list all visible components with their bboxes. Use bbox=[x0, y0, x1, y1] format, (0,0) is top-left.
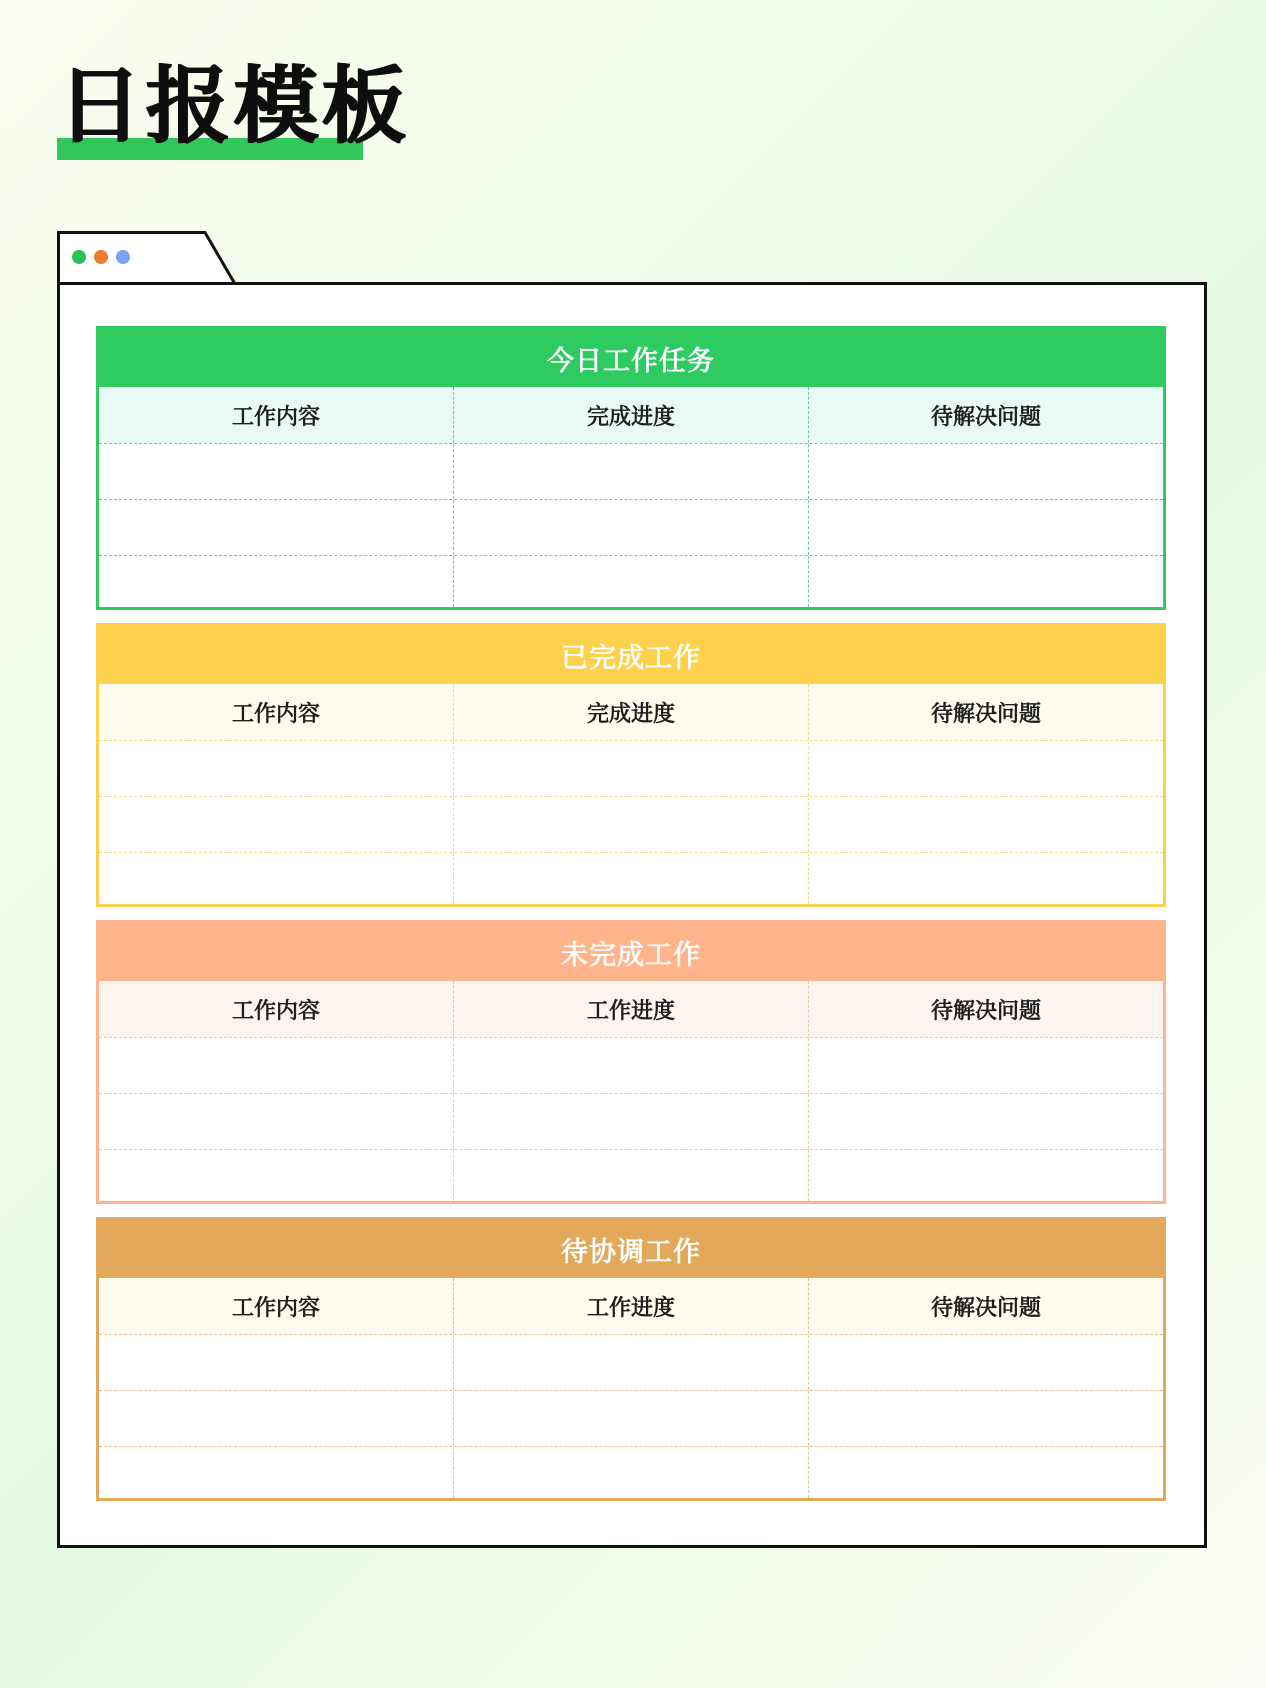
section-table bbox=[99, 1278, 1163, 1498]
section-4 bbox=[96, 1217, 1166, 1501]
table-cell[interactable] bbox=[808, 1150, 1163, 1201]
table-row bbox=[99, 852, 1163, 904]
table-header-row bbox=[99, 1278, 1163, 1334]
table-cell[interactable] bbox=[808, 556, 1163, 607]
table-cell[interactable] bbox=[808, 853, 1163, 904]
column-header: 完成进度 bbox=[453, 387, 808, 443]
table-header-row bbox=[99, 684, 1163, 740]
table-cell[interactable] bbox=[808, 741, 1163, 796]
table-cell[interactable] bbox=[453, 1094, 808, 1149]
table-cell[interactable] bbox=[808, 500, 1163, 555]
table-cell[interactable] bbox=[99, 1094, 453, 1149]
table-cell[interactable] bbox=[99, 1391, 453, 1446]
table-row bbox=[99, 555, 1163, 607]
table-cell[interactable] bbox=[99, 741, 453, 796]
table-cell[interactable] bbox=[99, 797, 453, 852]
column-header: 工作内容 bbox=[231, 1295, 320, 1321]
section-title: 今日工作任务 bbox=[99, 329, 1163, 387]
table-cell[interactable] bbox=[808, 1038, 1163, 1093]
page-title: 日报模板 bbox=[58, 57, 411, 155]
table-cell[interactable] bbox=[453, 1038, 808, 1093]
table-row bbox=[99, 1093, 1163, 1149]
table-cell[interactable] bbox=[453, 1391, 808, 1446]
section-1 bbox=[96, 326, 1166, 610]
table-cell[interactable] bbox=[808, 1391, 1163, 1446]
section-3 bbox=[96, 920, 1166, 1204]
window-dot-orange-icon bbox=[94, 250, 108, 264]
table-row bbox=[99, 1149, 1163, 1201]
table-cell[interactable] bbox=[453, 853, 808, 904]
section-table bbox=[99, 981, 1163, 1201]
table-header-row bbox=[99, 981, 1163, 1037]
table-cell[interactable] bbox=[99, 444, 453, 499]
table-row bbox=[99, 499, 1163, 555]
table-cell[interactable] bbox=[99, 556, 453, 607]
column-header: 工作进度 bbox=[453, 1278, 808, 1334]
table-row bbox=[99, 796, 1163, 852]
table-cell[interactable] bbox=[453, 444, 808, 499]
table-cell[interactable] bbox=[99, 1038, 453, 1093]
table-cell[interactable] bbox=[808, 1335, 1163, 1390]
table-row bbox=[99, 443, 1163, 499]
table-cell[interactable] bbox=[808, 1447, 1163, 1498]
table-cell[interactable] bbox=[453, 741, 808, 796]
table-cell[interactable] bbox=[808, 797, 1163, 852]
table-cell[interactable] bbox=[453, 500, 808, 555]
table-row bbox=[99, 1334, 1163, 1390]
table-row bbox=[99, 1390, 1163, 1446]
table-row bbox=[99, 740, 1163, 796]
column-header: 待解决问题 bbox=[808, 1278, 1163, 1334]
table-row bbox=[99, 1446, 1163, 1498]
column-header: 工作进度 bbox=[453, 981, 808, 1037]
table-cell[interactable] bbox=[99, 500, 453, 555]
table-cell[interactable] bbox=[453, 1447, 808, 1498]
table-cell[interactable] bbox=[99, 853, 453, 904]
column-header: 待解决问题 bbox=[808, 387, 1163, 443]
table-header-row bbox=[99, 387, 1163, 443]
column-header: 工作内容 bbox=[231, 404, 320, 430]
section-title: 未完成工作 bbox=[99, 923, 1163, 981]
table-cell[interactable] bbox=[99, 1447, 453, 1498]
browser-tab bbox=[57, 231, 237, 284]
section-title: 待协调工作 bbox=[99, 1220, 1163, 1278]
section-table bbox=[99, 684, 1163, 904]
section-2 bbox=[96, 623, 1166, 907]
table-cell[interactable] bbox=[808, 1094, 1163, 1149]
window-dot-blue-icon bbox=[116, 250, 130, 264]
table-cell[interactable] bbox=[99, 1150, 453, 1201]
column-header: 完成进度 bbox=[453, 684, 808, 740]
column-header: 工作内容 bbox=[231, 998, 320, 1024]
column-header: 工作内容 bbox=[231, 701, 320, 727]
column-header: 待解决问题 bbox=[808, 684, 1163, 740]
section-table bbox=[99, 387, 1163, 607]
table-row bbox=[99, 1037, 1163, 1093]
column-header: 待解决问题 bbox=[808, 981, 1163, 1037]
window-dot-green-icon bbox=[72, 250, 86, 264]
table-cell[interactable] bbox=[453, 556, 808, 607]
table-cell[interactable] bbox=[453, 1335, 808, 1390]
table-cell[interactable] bbox=[99, 1335, 453, 1390]
table-cell[interactable] bbox=[808, 444, 1163, 499]
table-cell[interactable] bbox=[453, 797, 808, 852]
section-title: 已完成工作 bbox=[99, 626, 1163, 684]
table-cell[interactable] bbox=[453, 1150, 808, 1201]
